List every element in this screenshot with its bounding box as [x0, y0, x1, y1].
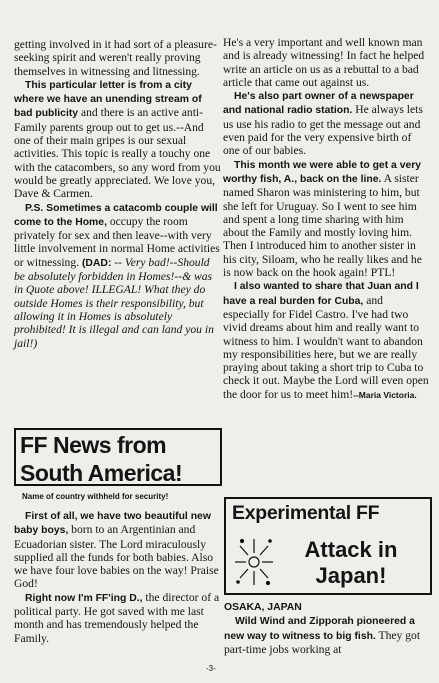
- left-paragraph-1: getting involved in it had sort of a pleasure-seeking spirit and weren't really proving themselves in witnessing and litnessing.: [14, 38, 217, 78]
- left-paragraph-3: [14, 201, 222, 350]
- left-paragraph-3-body: occupy the room privately for sex and then leave--with very little involvement in normal Home activities or witnessing.: [14, 214, 220, 269]
- south-america-article: [14, 509, 222, 645]
- japan-headline-title: Experimental FF: [232, 502, 380, 524]
- dad-label: (DAD:: [81, 257, 112, 269]
- left-column: [14, 38, 222, 350]
- left-paragraph-2: [14, 78, 222, 201]
- south-america-paragraph-1-body: born to an Argentinian and Ecuadorian sister. The Lord miraculously supplied all the funds for both babies. Also we have four love babies on the way! Praise God!: [14, 523, 219, 591]
- japan-paragraph-1: [224, 614, 430, 656]
- south-america-paragraph-2-lead: Right now I'm FF'ing D.,: [25, 592, 143, 604]
- japan-dateline: OSAKA, JAPAN: [224, 602, 302, 613]
- south-america-paragraph-2: [14, 591, 222, 645]
- south-america-subtitle: Name of country withheld for security!: [22, 492, 169, 501]
- left-paragraph-2-body: and there is an active anti-Family parents group out to get us.--And one of their main gripes is our sexual activities. This topic is really a touchy one with the catacombers, so any word from you would be greatly appreciated. We love you, Dave & Carmen.: [14, 106, 221, 201]
- right-paragraph-3-lead: This month we were able to get a very worthy fish, A., back on the line.: [223, 159, 422, 185]
- south-america-paragraph-1: [14, 509, 222, 591]
- right-paragraph-4-lead: I also wanted to share that Juan and I have a real burden for Cuba,: [223, 281, 419, 307]
- japan-attack-line2: Japan!: [315, 563, 387, 588]
- right-paragraph-4-body: and especially for Fidel Castro. I've had two vivid dreams about him and really want to witness to him. I wouldn't want to abandon my responsibilities here, but we are really praying about taking a short trip to Cuba to check it out. Maybe the Lord will even open the door for us to meet him!: [223, 293, 429, 401]
- right-paragraph-3-body: A sister named Sharon was ministering to him, but she left for Uruguay. So I went to see him and spent a long time sharing with him about the Family and mostly loving him. Then I introduced him to another sister in his city, Siloam, who he really likes and he is now back on the hook again! PTL!: [223, 171, 422, 280]
- japan-attack-line1: Attack in: [304, 537, 398, 562]
- right-paragraph-4: [223, 279, 429, 402]
- south-america-paragraph-2-body: the director of a political party. He got saved with me last month and has tremendously helped the Family.: [14, 590, 220, 645]
- japan-paragraph-1-body: They got part-time jobs working at: [224, 628, 421, 656]
- right-paragraph-3: [223, 158, 429, 280]
- japan-paragraph-1-lead: Wild Wind and Zipporah pioneered a new way to witness to big fish.: [224, 616, 415, 642]
- japan-article: [224, 601, 430, 656]
- dad-comment: -- Very bad!--Should be absolutely forbidden in Homes!--& was in Quote above! ILLEGAL! What they do outside Homes is their responsibility, but allowing it in Homes is absolutely prohibited! It is illegal and can land you in jail!): [14, 255, 214, 350]
- japan-headline-box: [224, 497, 432, 595]
- left-paragraph-3-lead: P.S. Sometimes a catacomb couple will come to the Home,: [14, 202, 218, 228]
- left-paragraph-2-lead: This particular letter is from a city where we have an unending stream of bad publicity: [14, 79, 202, 120]
- right-paragraph-2: [223, 89, 429, 157]
- south-america-paragraph-1-lead: First of all, we have two beautiful new baby boys,: [14, 511, 211, 537]
- south-america-headline-line1: FF News from: [20, 432, 167, 458]
- right-paragraph-1: He's a very important and well known man and is already witnessing! In fact he helped write an article on us as a rebuttal to a bad article that came out against us.: [223, 36, 425, 89]
- south-america-headline-box: [14, 428, 222, 486]
- south-america-headline-line2: South America!: [20, 460, 183, 486]
- starburst-decoration-icon: [232, 535, 276, 589]
- right-paragraph-4-signature: --Maria Victoria.: [353, 389, 417, 400]
- right-column: [223, 36, 429, 402]
- right-paragraph-2-lead: He's also part owner of a newspaper and national radio station.: [223, 91, 414, 117]
- right-paragraph-2-body: He always lets us use his radio to get the message out and even paid for the very expensive birth of one of our babies.: [223, 103, 423, 158]
- page-number: -3-: [206, 664, 216, 673]
- japan-attack-headline: [276, 537, 426, 589]
